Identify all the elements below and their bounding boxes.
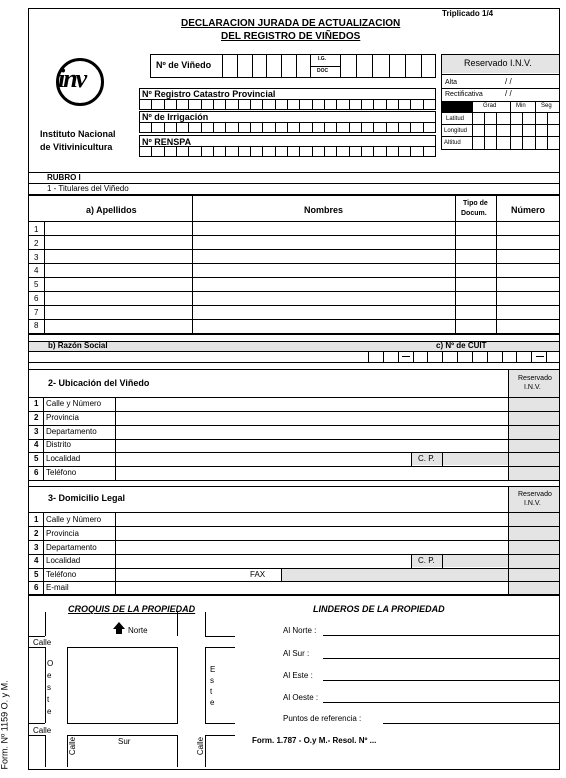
- s3-row4-n: 4: [34, 556, 39, 565]
- section2-title: 2- Ubicación del Viñedo: [48, 378, 150, 388]
- norte-label: Norte: [128, 626, 148, 635]
- vinedo-cells-b[interactable]: [340, 54, 437, 78]
- renspa-cells[interactable]: [139, 147, 436, 157]
- puntos-referencia-line[interactable]: [383, 723, 559, 724]
- altitud-label: Altitud: [444, 140, 461, 146]
- s2-row4-n: 4: [34, 440, 39, 449]
- lindero-oeste-line[interactable]: [323, 702, 559, 703]
- nombres-header: Nombres: [304, 205, 344, 215]
- col-grad: Grad: [483, 103, 497, 109]
- col-seg: Seg: [541, 103, 552, 109]
- calle-bottom-2: Calle: [196, 736, 206, 756]
- org-name-line1: Instituto Nacional: [40, 129, 116, 139]
- lindero-este-line[interactable]: [323, 680, 559, 681]
- tipo-doc-header-1: Tipo de: [463, 200, 488, 207]
- titular-row-4: 4: [34, 266, 39, 275]
- croquis-title: CROQUIS DE LA PROPIEDAD: [68, 604, 196, 614]
- linderos-title: LINDEROS DE LA PROPIEDAD: [313, 604, 445, 614]
- apellidos-header: a) Apellidos: [86, 205, 137, 215]
- s2-row6-n: 6: [34, 468, 39, 477]
- renspa-label: Nº RENSPA: [142, 137, 192, 147]
- numero-header: Número: [511, 205, 546, 215]
- latitud-label: Latitud: [446, 116, 465, 122]
- s3-row6-n: 6: [34, 583, 39, 592]
- lindero-sur-label: Al Sur :: [283, 649, 310, 658]
- titular-row-2: 2: [34, 239, 39, 248]
- doc-label: DOC: [317, 68, 329, 74]
- col-min: Min: [516, 103, 526, 109]
- titular-row-1: 1: [34, 225, 39, 234]
- footer-form-reference: Form. 1.787 - O.y M.- Resol. Nº ...: [252, 736, 377, 745]
- s2-row2-n: 2: [34, 413, 39, 422]
- este-label: Este: [210, 665, 216, 707]
- irrigacion-label: Nº de Irrigación: [142, 112, 209, 122]
- lindero-oeste-label: Al Oeste :: [283, 693, 319, 702]
- lindero-norte-label: Al Norte :: [283, 626, 317, 635]
- calle-top-left: Calle: [33, 638, 52, 647]
- s2-row3-label: Departamento: [46, 427, 97, 436]
- s2-row6-label: Teléfono: [46, 468, 77, 477]
- section3-reservado-2: I.N.V.: [524, 500, 541, 507]
- s2-row1-label: Calle y Número: [46, 399, 102, 408]
- s3-row5-label: Teléfono: [46, 570, 77, 579]
- cuit-cells[interactable]: [368, 351, 561, 362]
- s3-row6-label: E-mail: [46, 583, 69, 592]
- rectificativa-date: / /: [505, 89, 512, 98]
- longitud-label: Longitud: [444, 128, 468, 134]
- vinedo-label: Nº de Viñedo: [156, 60, 212, 70]
- cuit-label: c) Nº de CUIT: [436, 341, 487, 350]
- s2-row3-n: 3: [34, 427, 39, 436]
- section2-reservado-1: Reservado: [518, 375, 552, 382]
- s2-row5-n: 5: [34, 454, 39, 463]
- rectificativa-label: Rectificativa: [445, 91, 483, 98]
- alta-label: Alta: [445, 79, 458, 86]
- titular-row-7: 7: [34, 308, 39, 317]
- s3-row3-label: Departamento: [46, 543, 97, 552]
- s3-row1-label: Calle y Número: [46, 515, 102, 524]
- razon-social-label: b) Razón Social: [48, 341, 108, 350]
- s3-row2-label: Provincia: [46, 529, 79, 538]
- titular-row-3: 3: [34, 253, 39, 262]
- lindero-norte-line[interactable]: [323, 635, 559, 636]
- irrigacion-cells[interactable]: [139, 123, 436, 133]
- s2-row1-n: 1: [34, 399, 39, 408]
- titular-row-8: 8: [34, 321, 39, 330]
- s3-row3-n: 3: [34, 543, 39, 552]
- s2-row2-label: Provincia: [46, 413, 79, 422]
- registro-catastro-label: Nº Registro Catastro Provincial: [142, 89, 276, 99]
- calle-bottom-left: Calle: [33, 726, 52, 735]
- copy-indicator: Triplicado 1/4: [442, 9, 494, 18]
- s2-row4-label: Distrito: [46, 440, 71, 449]
- s3-cp-label: C. P.: [418, 556, 435, 565]
- s2-row5-label: Localidad: [46, 454, 81, 463]
- s2-cp-label: C. P.: [418, 454, 435, 463]
- property-sketch-area[interactable]: [67, 647, 178, 724]
- vinedo-cells-a[interactable]: [222, 54, 311, 78]
- logo-text: inv: [58, 64, 86, 93]
- s3-row2-n: 2: [34, 529, 39, 538]
- rubro-label: RUBRO I: [47, 173, 81, 182]
- section3-reservado-1: Reservado: [518, 491, 552, 498]
- titular-row-5: 5: [34, 280, 39, 289]
- s3-row5-n: 5: [34, 570, 39, 579]
- form-title-line2: DEL REGISTRO DE VIÑEDOS: [221, 31, 361, 42]
- org-name-line2: de Vitivinicultura: [40, 142, 113, 152]
- ig-label: I.G.: [318, 56, 327, 62]
- form-number-side: Form. Nº 1159 O. y M.: [0, 680, 10, 770]
- s3-row1-n: 1: [34, 515, 39, 524]
- form-title-line1: DECLARACION JURADA DE ACTUALIZACION: [181, 18, 401, 29]
- registro-catastro-cells[interactable]: [139, 100, 436, 110]
- s3-row4-label: Localidad: [46, 556, 81, 565]
- s3-fax-label: FAX: [250, 570, 266, 579]
- puntos-referencia-label: Puntos de referencia :: [283, 714, 362, 723]
- section3-title: 3- Domicilio Legal: [48, 493, 126, 503]
- oeste-label: Oeste: [47, 659, 54, 716]
- section2-reservado-2: I.N.V.: [524, 384, 541, 391]
- lindero-sur-line[interactable]: [323, 658, 559, 659]
- sur-label: Sur: [118, 737, 131, 746]
- reservado-title: Reservado I.N.V.: [464, 58, 532, 68]
- tipo-doc-header-2: Docum.: [461, 210, 487, 217]
- calle-bottom-1: Calle: [68, 736, 78, 756]
- alta-date: / /: [505, 77, 512, 86]
- lindero-este-label: Al Este :: [283, 671, 313, 680]
- titular-row-6: 6: [34, 294, 39, 303]
- section1-title: 1 - Titulares del Viñedo: [47, 184, 129, 193]
